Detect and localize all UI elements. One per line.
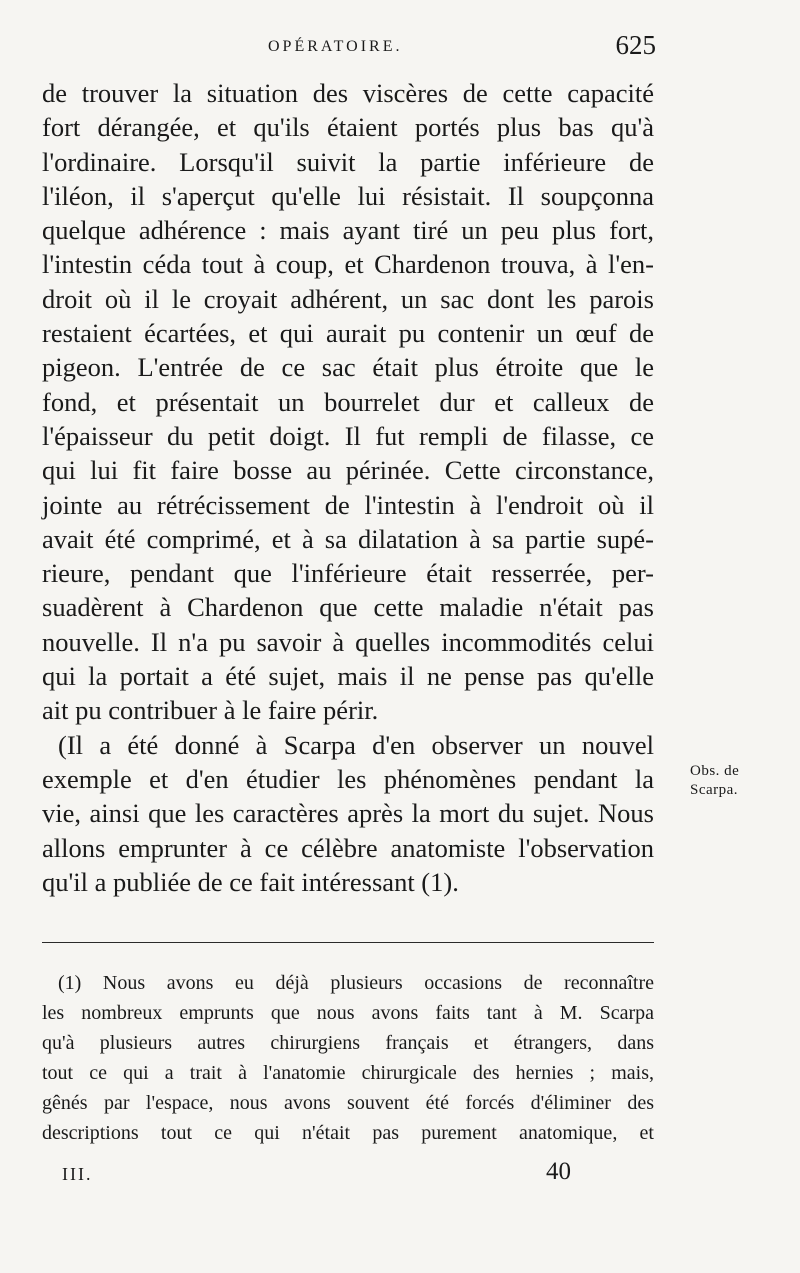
footnote-line: descriptions tout ce qui n'était pas purement anatomique, et: [42, 1122, 654, 1144]
body-line: fort dérangée, et qu'ils étaient portés plus bas qu'à: [42, 112, 654, 143]
page-number: 625: [615, 30, 656, 60]
body-line: droit où il le croyait adhérent, un sac dont les parois: [42, 283, 654, 314]
body-line: avait été comprimé, et à sa dilatation à sa partie supé-: [42, 523, 654, 554]
margin-note: [690, 762, 768, 800]
body-line: nouvelle. Il n'a pu savoir à quelles incommodités celui: [42, 626, 654, 657]
margin-note-line: Obs. de: [690, 763, 740, 779]
footnote: [42, 968, 654, 1148]
footnote-line: tout ce qui a trait à l'anatomie chirurgicale des hernies ; mais,: [42, 1062, 654, 1084]
body-line: l'iléon, il s'aperçut qu'elle lui résistait. Il soupçonna: [42, 180, 654, 211]
body-line: quelque adhérence : mais ayant tiré un peu plus fort,: [42, 215, 654, 246]
footnote-line: les nombreux emprunts que nous avons faits tant à M. Scarpa: [42, 1002, 654, 1024]
body-line: ait pu contribuer à le faire périr.: [42, 695, 379, 726]
body-text: [42, 76, 654, 899]
body-line: l'épaisseur du petit doigt. Il fut rempli de filasse, ce: [42, 420, 654, 451]
body-line: exemple et d'en étudier les phénomènes pendant la: [42, 763, 654, 794]
body-line: pigeon. L'entrée de ce sac était plus étroite que le: [42, 352, 654, 383]
footnote-line: (1) Nous avons eu déjà plusieurs occasions de reconnaître: [58, 972, 654, 994]
body-line: l'ordinaire. Lorsqu'il suivit la partie inférieure de: [42, 146, 654, 177]
page-header: [42, 30, 656, 64]
footnote-line: qu'à plusieurs autres chirurgiens français et étrangers, dans: [42, 1032, 654, 1054]
body-line: (Il a été donné à Scarpa d'en observer un nouvel: [58, 729, 654, 760]
body-line: rieure, pendant que l'inférieure était resserrée, per-: [42, 558, 654, 589]
body-line: de trouver la situation des viscères de cette capacité: [42, 78, 654, 108]
body-line: restaient écartées, et qui aurait pu contenir un œuf de: [42, 318, 654, 349]
body-line: suadèrent à Chardenon que cette maladie n'était pas: [42, 592, 654, 623]
page-footer: [62, 1158, 602, 1188]
body-line: qui la portait a été sujet, mais il ne pense pas qu'elle: [42, 661, 654, 692]
footnote-line: gênés par l'espace, nous avons souvent été forcés d'éliminer des: [42, 1092, 654, 1114]
body-line: vie, ainsi que les caractères après la mort du sujet. Nous: [42, 798, 654, 829]
body-line: jointe au rétrécissement de l'intestin à l'endroit où il: [42, 489, 654, 520]
signature-mark: 40: [546, 1158, 571, 1185]
body-line: qui lui fit faire bosse au périnée. Cette circonstance,: [42, 455, 654, 486]
body-line: l'intestin céda tout à coup, et Chardenon trouva, à l'en-: [42, 249, 654, 280]
margin-note-line: Scarpa.: [690, 782, 739, 798]
running-head: OPÉRATOIRE.: [268, 38, 403, 55]
body-line: fond, et présentait un bourrelet dur et calleux de: [42, 386, 654, 417]
body-line: qu'il a publiée de ce fait intéressant (1).: [42, 866, 459, 897]
body-line: allons emprunter à ce célèbre anatomiste l'observation: [42, 832, 654, 863]
footnote-rule: [42, 942, 654, 943]
volume-number: III.: [62, 1164, 93, 1184]
